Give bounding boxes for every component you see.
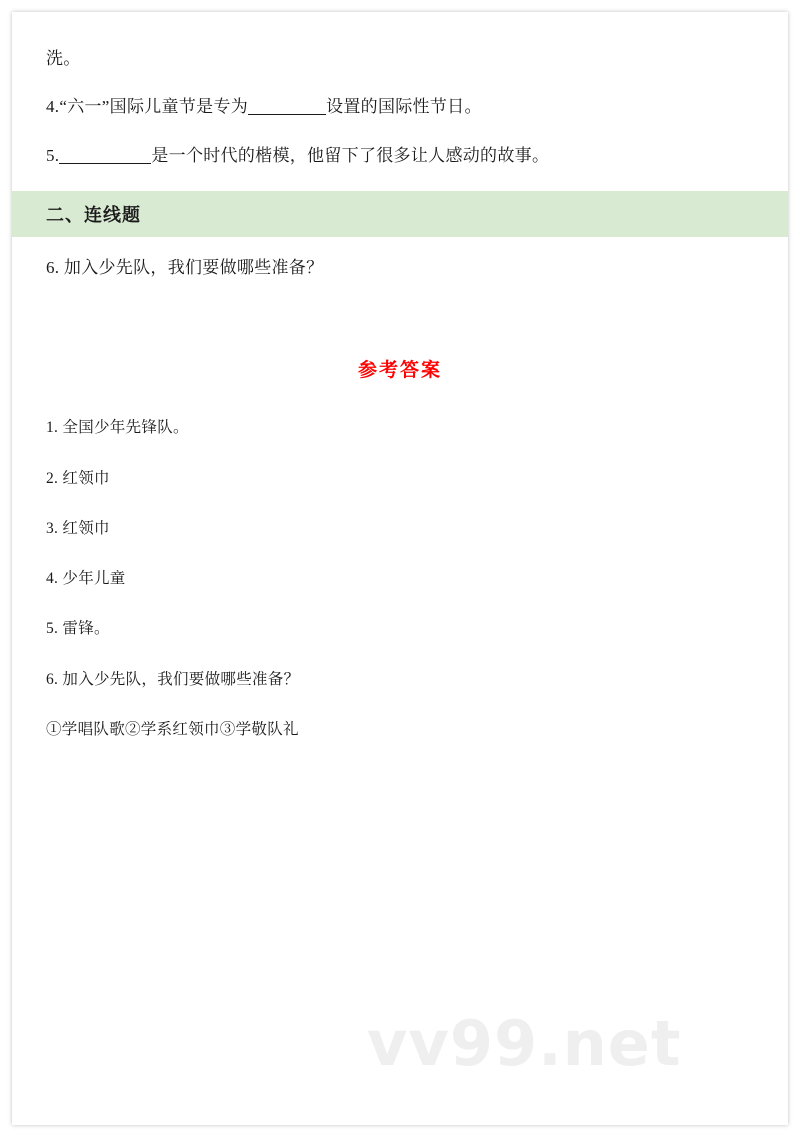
- section-two-question-6: 6. 加入少先队，我们要做哪些准备？: [46, 258, 324, 278]
- answer-item-4: 4. 少年儿童: [46, 570, 126, 588]
- answer-item-1: 1. 全国少年先锋队。: [46, 419, 189, 437]
- answer-item-6-detail: ①学唱队歌②学系红领巾③学敬队礼: [46, 720, 299, 738]
- watermark: vv99.net: [367, 1007, 682, 1080]
- question-4-after: 设置的国际性节日。: [326, 97, 482, 117]
- question-4-blank: [248, 114, 326, 115]
- question-4-number: 4.: [46, 97, 60, 117]
- carry-over-text: 洗。: [46, 49, 81, 68]
- answer-item-2: 2. 红领巾: [46, 469, 110, 487]
- document-content: [12, 12, 788, 741]
- question-4-before: “六一”国际儿童节是专为: [59, 97, 249, 117]
- section-header-two: 二、连线题: [12, 191, 788, 237]
- answer-item-3: 3. 红领巾: [46, 519, 110, 537]
- answer-item-5: 5. 雷锋。: [46, 620, 110, 638]
- answer-item-6: 6. 加入少先队，我们要做哪些准备？: [46, 670, 300, 688]
- question-5-after: 是一个时代的楷模，他留下了很多让人感动的故事。: [151, 145, 550, 165]
- question-5-blank: [59, 163, 151, 164]
- fill-in-question-5: [46, 143, 754, 169]
- fill-in-question-4: [46, 94, 754, 120]
- document-page: [12, 12, 788, 1125]
- answers-title: 参考答案: [357, 360, 442, 382]
- question-5-number: 5.: [46, 145, 60, 165]
